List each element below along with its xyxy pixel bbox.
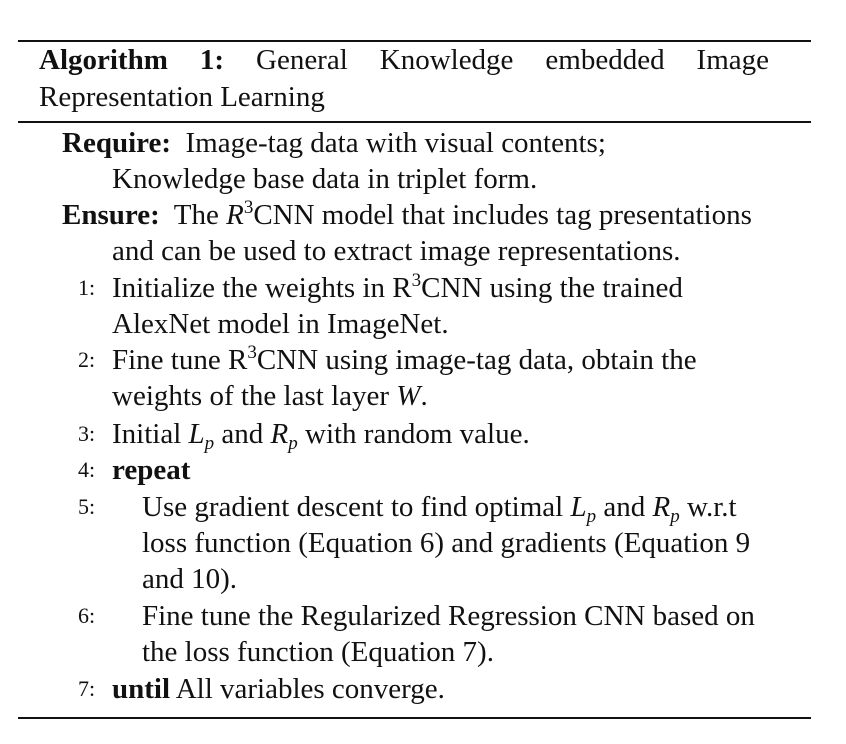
step-2-text-pre: Fine tune R <box>112 344 248 376</box>
step-4-line <box>112 452 190 488</box>
step-1-sup: 3 <box>411 270 422 291</box>
step-4-number: 4: <box>78 457 96 482</box>
step-7-line <box>112 671 445 707</box>
step-5-line-3 <box>142 561 237 597</box>
step-6-number: 6: <box>78 603 96 628</box>
step-1-number: 1: <box>78 275 96 300</box>
step-6-text-1: Fine tune the Regularized Regression CNN based on <box>142 600 755 632</box>
step-7-number: 7: <box>78 676 96 701</box>
bottom-rule <box>18 717 811 719</box>
until-keyword: until <box>112 673 171 705</box>
step-3-post: with random value. <box>305 418 530 450</box>
ensure-text-2: and can be used to extract image representations. <box>112 235 681 267</box>
step-1-line-2 <box>112 306 449 342</box>
repeat-keyword: repeat <box>112 454 191 486</box>
step-5-sub-l: p <box>586 506 597 527</box>
step-1-text-2: AlexNet model in ImageNet. <box>112 308 449 340</box>
step-3-number: 3: <box>78 421 96 446</box>
algorithm-title <box>39 42 769 116</box>
step-3-pre: Initial <box>112 418 182 450</box>
step-5-sub-r: p <box>670 506 680 527</box>
step-3-var-l: L <box>188 418 205 450</box>
step-5-post: w.r.t <box>686 491 737 523</box>
ensure-line-1 <box>62 197 752 233</box>
step-2-text-post: CNN using image-tag data, obtain the <box>256 344 697 376</box>
step-1-text-pre: Initialize the weights in R <box>112 272 412 304</box>
step-3-sub-r: p <box>288 433 298 454</box>
step-2-number: 2: <box>78 347 96 372</box>
require-line-2 <box>112 161 537 197</box>
require-text-1: Image-tag data with visual contents; <box>185 127 606 159</box>
ensure-keyword: Ensure: <box>62 199 160 231</box>
header-rule <box>18 121 811 123</box>
ensure-model-sup: 3 <box>243 197 254 218</box>
step-5-number: 5: <box>78 494 96 519</box>
step-3-mid: and <box>221 418 264 450</box>
ensure-line-2 <box>112 233 681 269</box>
step-3-var-r: R <box>270 418 289 450</box>
step-2-sup: 3 <box>247 342 257 363</box>
ensure-text-1: CNN model that includes tag presentations <box>253 199 752 231</box>
step-6-text-2: the loss function (Equation 7). <box>142 636 494 668</box>
algorithm-label: Algorithm 1: <box>39 44 225 76</box>
step-2-line-2 <box>112 378 428 414</box>
step-2-text-2-post: . <box>420 380 428 412</box>
step-2-var-w: W <box>396 380 421 412</box>
step-5-var-l: L <box>570 491 587 523</box>
algorithm-title-line1: General Knowledge embedded Image <box>256 44 770 76</box>
step-1-line-1 <box>112 270 683 306</box>
step-6-line-1 <box>142 598 755 634</box>
step-5-mid: and <box>603 491 646 523</box>
step-5-text-2: loss function (Equation 6) and gradients (Equation 9 <box>142 527 751 559</box>
algorithm-title-line2: Representation Learning <box>39 81 325 113</box>
require-text-2: Knowledge base data in triplet form. <box>112 163 538 195</box>
step-1-text-post: CNN using the trained <box>421 272 683 304</box>
require-line-1 <box>62 125 606 161</box>
step-5-text-3: and 10). <box>142 563 238 595</box>
step-7-text: All variables converge. <box>175 673 445 705</box>
step-5-pre: Use gradient descent to find optimal <box>142 491 564 523</box>
step-5-var-r: R <box>652 491 671 523</box>
step-2-line-1 <box>112 342 697 378</box>
step-2-text-2-pre: weights of the last layer <box>112 380 390 412</box>
step-3-sub-l: p <box>204 433 215 454</box>
step-3-line <box>112 416 530 452</box>
ensure-pre: The <box>173 199 219 231</box>
ensure-model-var: R <box>226 199 244 231</box>
require-keyword: Require: <box>62 127 172 159</box>
step-5-line-2 <box>142 525 750 561</box>
step-6-line-2 <box>142 634 494 670</box>
step-5-line-1 <box>142 489 737 525</box>
